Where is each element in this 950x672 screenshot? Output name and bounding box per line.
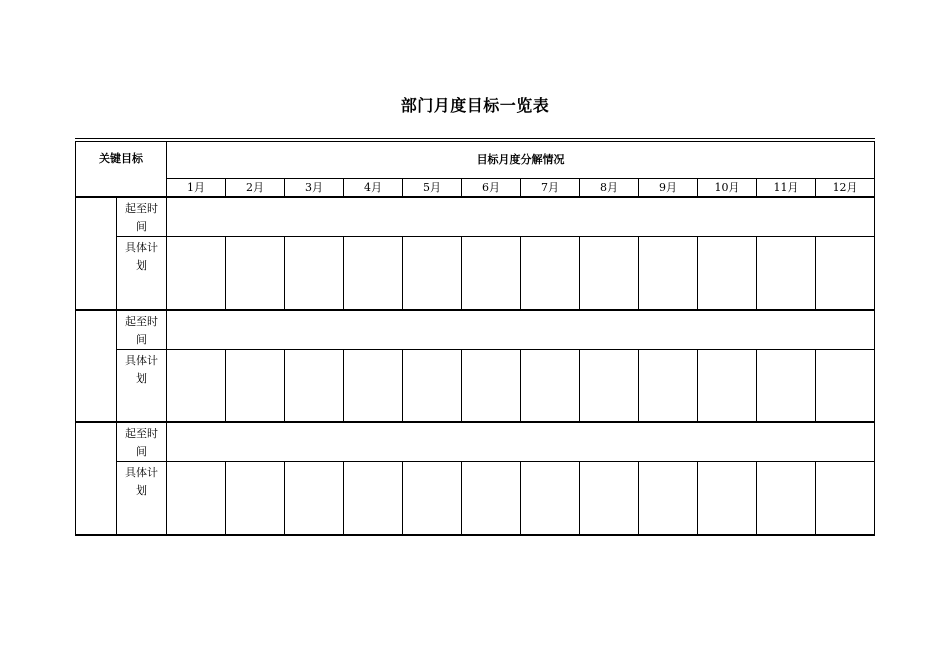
start-end-time-label	[117, 310, 167, 350]
start-end-time-label	[117, 422, 167, 462]
month-header-cell: 6月	[462, 178, 521, 197]
start-end-time-label-text: 间	[136, 332, 147, 346]
month-header-cell: 3月	[285, 178, 344, 197]
monthly-plan-cell[interactable]	[521, 349, 580, 422]
monthly-plan-cell[interactable]	[403, 462, 462, 535]
monthly-plan-cell[interactable]	[167, 349, 226, 422]
start-end-time-label-text: 间	[136, 220, 147, 234]
month-header-cell: 11月	[757, 178, 816, 197]
monthly-plan-cell[interactable]	[226, 237, 285, 310]
monthly-plan-cell[interactable]	[462, 349, 521, 422]
monthly-plan-cell[interactable]	[344, 462, 403, 535]
month-header-cell: 10月	[698, 178, 757, 197]
monthly-plan-cell[interactable]	[521, 462, 580, 535]
monthly-plan-cell[interactable]	[226, 349, 285, 422]
monthly-plan-cell[interactable]	[403, 349, 462, 422]
monthly-plan-cell[interactable]	[639, 462, 698, 535]
start-end-time-label-text: 间	[136, 445, 147, 459]
specific-plan-label-text: 具体计	[125, 466, 158, 480]
month-header-cell: 5月	[403, 178, 462, 197]
monthly-breakdown-header: 目标月度分解情况	[167, 140, 875, 178]
month-header-row	[76, 178, 875, 197]
monthly-plan-cell[interactable]	[757, 462, 816, 535]
page-title: 部门月度目标一览表	[400, 96, 550, 115]
month-header-cell: 12月	[816, 178, 875, 197]
monthly-plan-cell[interactable]	[285, 349, 344, 422]
monthly-plan-cell[interactable]	[580, 462, 639, 535]
goal-plan-row	[76, 349, 875, 422]
monthly-plan-cell[interactable]	[816, 462, 875, 535]
start-end-time-cell[interactable]	[167, 422, 875, 462]
specific-plan-label	[117, 349, 167, 422]
monthly-plan-cell[interactable]	[639, 237, 698, 310]
monthly-plan-cell[interactable]	[285, 462, 344, 535]
monthly-plan-cell[interactable]	[757, 237, 816, 310]
month-header-cell: 9月	[639, 178, 698, 197]
specific-plan-label-text: 划	[136, 259, 147, 273]
monthly-plan-cell[interactable]	[344, 237, 403, 310]
month-header-cell: 7月	[521, 178, 580, 197]
monthly-plan-cell[interactable]	[462, 462, 521, 535]
monthly-plan-cell[interactable]	[698, 237, 757, 310]
monthly-plan-cell[interactable]	[462, 237, 521, 310]
start-end-time-label-text: 起至时	[125, 427, 158, 441]
specific-plan-label	[117, 462, 167, 535]
specific-plan-label-text: 具体计	[125, 353, 158, 367]
monthly-plan-cell[interactable]	[639, 349, 698, 422]
goal-plan-row	[76, 237, 875, 310]
monthly-plan-cell[interactable]	[698, 462, 757, 535]
goal-time-row	[76, 422, 875, 462]
monthly-plan-cell[interactable]	[757, 349, 816, 422]
key-goal-cell[interactable]	[76, 310, 117, 423]
month-header-cell: 4月	[344, 178, 403, 197]
month-header-cell: 2月	[226, 178, 285, 197]
goal-time-row	[76, 310, 875, 350]
start-end-time-label-text: 起至时	[125, 202, 158, 216]
specific-plan-label-text: 划	[136, 371, 147, 385]
monthly-goals-table	[75, 138, 875, 536]
month-header-cell: 8月	[580, 178, 639, 197]
start-end-time-cell[interactable]	[167, 310, 875, 350]
key-goal-cell[interactable]	[76, 197, 117, 310]
key-goal-cell[interactable]	[76, 422, 117, 535]
monthly-plan-cell[interactable]	[580, 237, 639, 310]
monthly-plan-cell[interactable]	[285, 237, 344, 310]
month-header-cell: 1月	[167, 178, 226, 197]
monthly-plan-cell[interactable]	[580, 349, 639, 422]
specific-plan-label	[117, 237, 167, 310]
monthly-plan-cell[interactable]	[816, 237, 875, 310]
monthly-plan-cell[interactable]	[521, 237, 580, 310]
start-end-time-label-text: 起至时	[125, 314, 158, 328]
goal-plan-row	[76, 462, 875, 535]
specific-plan-label-text: 划	[136, 484, 147, 498]
monthly-plan-cell[interactable]	[226, 462, 285, 535]
monthly-plan-cell[interactable]	[816, 349, 875, 422]
monthly-plan-cell[interactable]	[344, 349, 403, 422]
monthly-plan-cell[interactable]	[167, 462, 226, 535]
specific-plan-label-text: 具体计	[125, 241, 158, 255]
monthly-plan-cell[interactable]	[167, 237, 226, 310]
header-row	[76, 140, 875, 178]
monthly-plan-cell[interactable]	[403, 237, 462, 310]
start-end-time-cell[interactable]	[167, 197, 875, 237]
monthly-plan-cell[interactable]	[698, 349, 757, 422]
goal-time-row	[76, 197, 875, 237]
start-end-time-label	[117, 197, 167, 237]
key-goal-header: 关键目标	[76, 140, 167, 197]
